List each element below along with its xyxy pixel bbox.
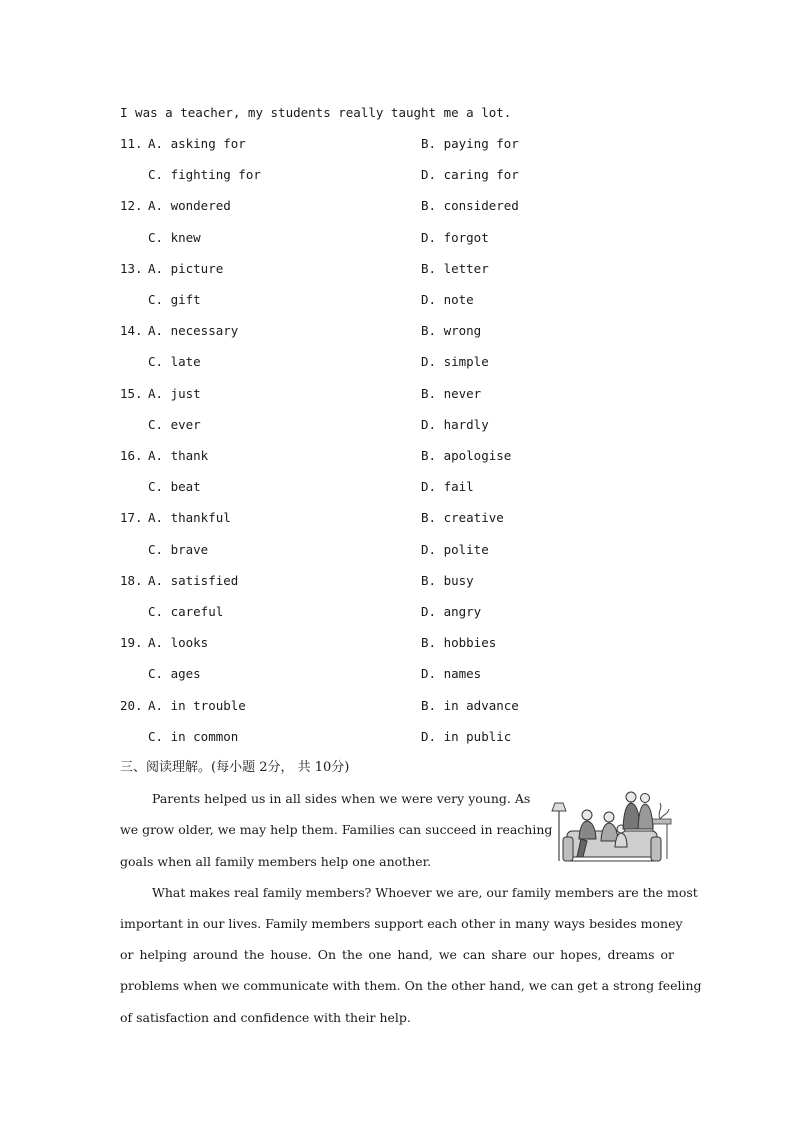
option-d: D. forgot [421,229,489,245]
reading-p2-line-5: of satisfaction and confidence with their help. [120,1010,411,1025]
option-c: C. knew [148,229,201,245]
question-row [120,510,680,526]
option-c: C. brave [148,541,209,557]
option-a: A. thank [148,448,209,463]
question-row [120,479,680,495]
option-b: B. wrong [421,323,482,339]
option-b: B. never [421,385,482,401]
question-row [120,323,680,339]
question-row [120,448,680,464]
question-number: 12. [120,198,143,214]
option-a: A. satisfied [148,572,239,588]
section-heading: 三、阅读理解。(每小题 2分， 共 10分) [120,760,350,775]
option-a: A. asking for [148,136,246,151]
family-on-sofa-illustration [549,789,675,869]
reading-p2-line-4: problems when we communicate with them. On the other hand, we can get a strong feeling [120,978,702,993]
question-row [120,354,680,370]
question-number: 15. [120,385,143,401]
reading-p1-line-1: Parents helped us in all sides when we were very young. As [152,791,531,806]
option-b: B. apologise [421,448,512,463]
option-c: C. beat [148,479,201,495]
question-number: 18. [120,572,143,588]
reading-p2-line-2: important in our lives. Family members support each other in many ways besides money [120,916,683,931]
question-row [120,292,680,308]
option-d: D. names [421,666,482,682]
option-a: A. picture [148,260,224,276]
question-row [120,386,680,402]
option-d: D. hardly [421,416,489,432]
question-row [120,136,680,152]
option-c: C. careful [148,604,224,619]
option-c: C. late [148,354,201,370]
question-number: 17. [120,510,143,526]
option-b: B. considered [421,198,519,214]
reading-p2-line-1: What makes real family members? Whoever we are, our family members are the most [152,885,698,900]
reading-p1-line-2: we grow older, we may help them. Families can succeed in reaching [120,822,553,837]
question-row [120,542,680,558]
option-d: D. caring for [421,167,519,183]
option-c: C. fighting for [148,167,261,183]
option-c: C. in common [148,728,239,744]
intro-line: I was a teacher, my students really taught me a lot. [120,105,512,120]
option-b: B. paying for [421,136,519,151]
option-b: B. creative [421,510,504,526]
question-number: 13. [120,260,143,276]
option-d: D. polite [421,541,489,557]
option-a: A. thankful [148,510,231,526]
question-row [120,417,680,433]
question-number: 19. [120,635,143,651]
reading-p2-line-3: or helping around the house. On the one hand, we can share our hopes, dreams or [120,947,674,962]
option-d: D. angry [421,604,482,619]
option-d: D. simple [421,354,489,370]
option-b: B. busy [421,572,474,588]
question-row [120,635,680,651]
option-a: A. necessary [148,323,239,339]
option-d: D. note [421,292,474,307]
question-row [120,666,680,682]
option-b: B. hobbies [421,635,497,651]
option-b: B. in advance [421,697,519,713]
option-a: A. in trouble [148,697,246,713]
question-number: 11. [120,136,143,151]
reading-p1-line-3: goals when all family members help one another. [120,854,432,869]
question-number: 20. [120,697,143,713]
question-row [120,698,680,714]
option-a: A. looks [148,635,209,651]
question-row [120,573,680,589]
question-row [120,729,680,745]
question-number: 14. [120,323,143,339]
question-row [120,604,680,620]
question-number: 16. [120,448,143,463]
option-c: C. ever [148,416,201,432]
option-c: C. ages [148,666,201,682]
question-row [120,167,680,183]
option-d: D. in public [421,728,512,744]
option-a: A. wondered [148,198,231,214]
question-row [120,230,680,246]
option-d: D. fail [421,479,474,495]
option-a: A. just [148,385,201,401]
question-row [120,198,680,214]
option-c: C. gift [148,292,201,307]
option-b: B. letter [421,260,489,276]
question-row [120,261,680,277]
